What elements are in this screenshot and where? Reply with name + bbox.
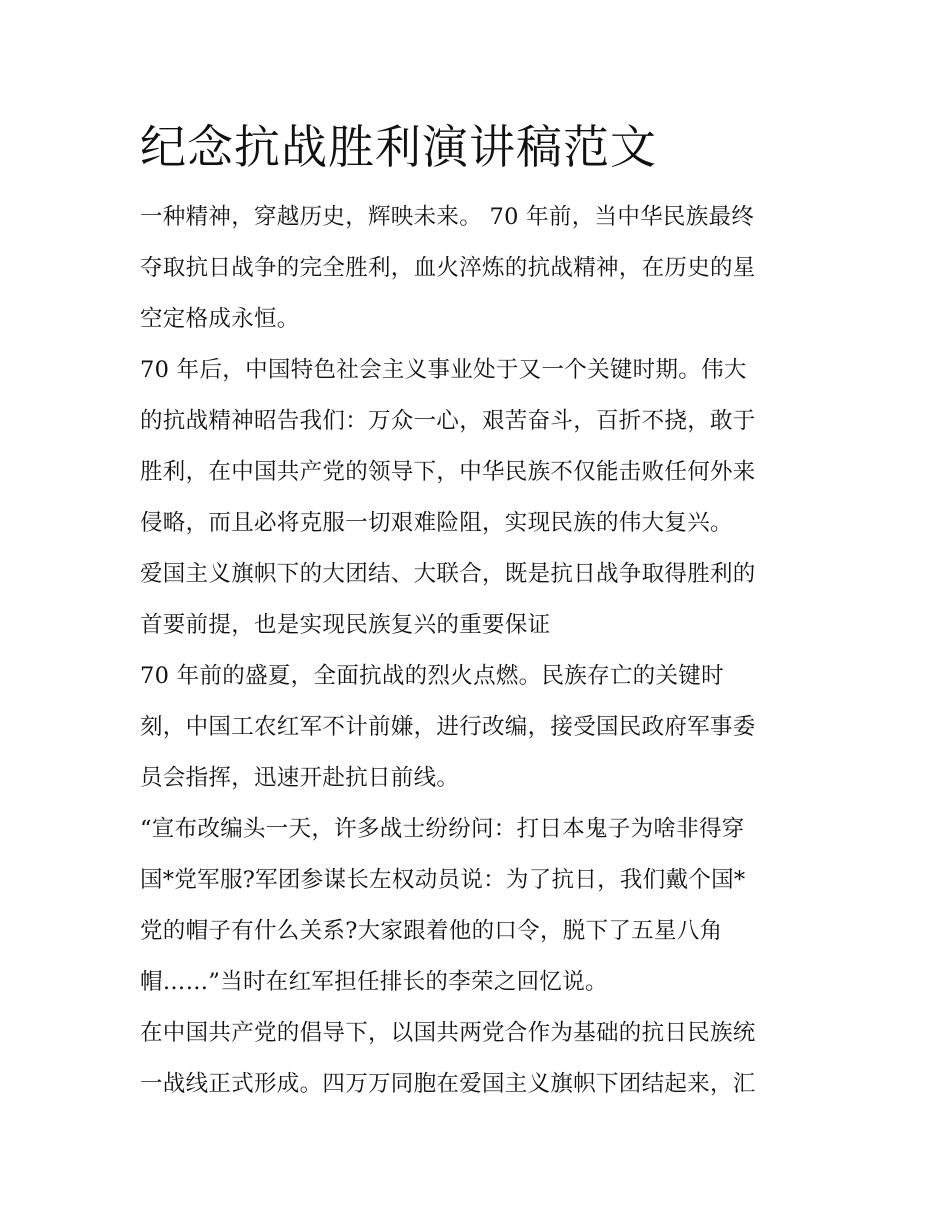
text-line: 胜利，在中国共产党的领导下，中华民族不仅能击败任何外来 [140, 459, 756, 485]
text-line: 爱国主义旗帜下的大团结、大联合，既是抗日战争取得胜利的 [140, 561, 756, 587]
text-line: 员会指挥，迅速开赴抗日前线。 [140, 765, 460, 791]
text-line: 的抗战精神昭告我们：万众一心，艰苦奋斗，百折不挠，敢于 [140, 408, 756, 434]
text-line: 首要前提，也是实现民族复兴的重要保证 [140, 612, 551, 638]
text-line: 党的帽子有什么关系?大家跟着他的口令，脱下了五星八角 [140, 918, 723, 944]
document-title: 纪念抗战胜利演讲稿范文 [140, 120, 657, 174]
text-line: 国*党军服?军团参谋长左权动员说：为了抗日，我们戴个国* [140, 867, 746, 893]
text-line: 一种精神，穿越历史，辉映未来。 70 年前，当中华民族最终 [140, 204, 755, 230]
text-line: 刻，中国工农红军不计前嫌，进行改编，接受国民政府军事委 [140, 714, 756, 740]
text-line: 夺取抗日战争的完全胜利，血火淬炼的抗战精神，在历史的星 [140, 255, 756, 281]
text-line: 侵略，而且必将克服一切艰难险阻，实现民族的伟大复兴。 [140, 510, 733, 536]
text-line: 帽……”当时在红军担任排长的李荣之回忆说。 [140, 969, 608, 995]
text-line: 70 年前的盛夏，全面抗战的烈火点燃。民族存亡的关键时 [140, 663, 724, 689]
text-line: “宣布改编头一天，许多战士纷纷问：打日本鬼子为啥非得穿 [140, 816, 745, 842]
document-content [140, 112, 830, 1110]
text-line: 一战线正式形成。四万万同胞在爱国主义旗帜下团结起来，汇 [140, 1071, 756, 1097]
text-line: 70 年后，中国特色社会主义事业处于又一个关键时期。伟大 [140, 357, 747, 383]
text-line: 在中国共产党的倡导下，以国共两党合作为基础的抗日民族统 [140, 1020, 756, 1046]
text-line: 空定格成永恒。 [140, 306, 300, 332]
